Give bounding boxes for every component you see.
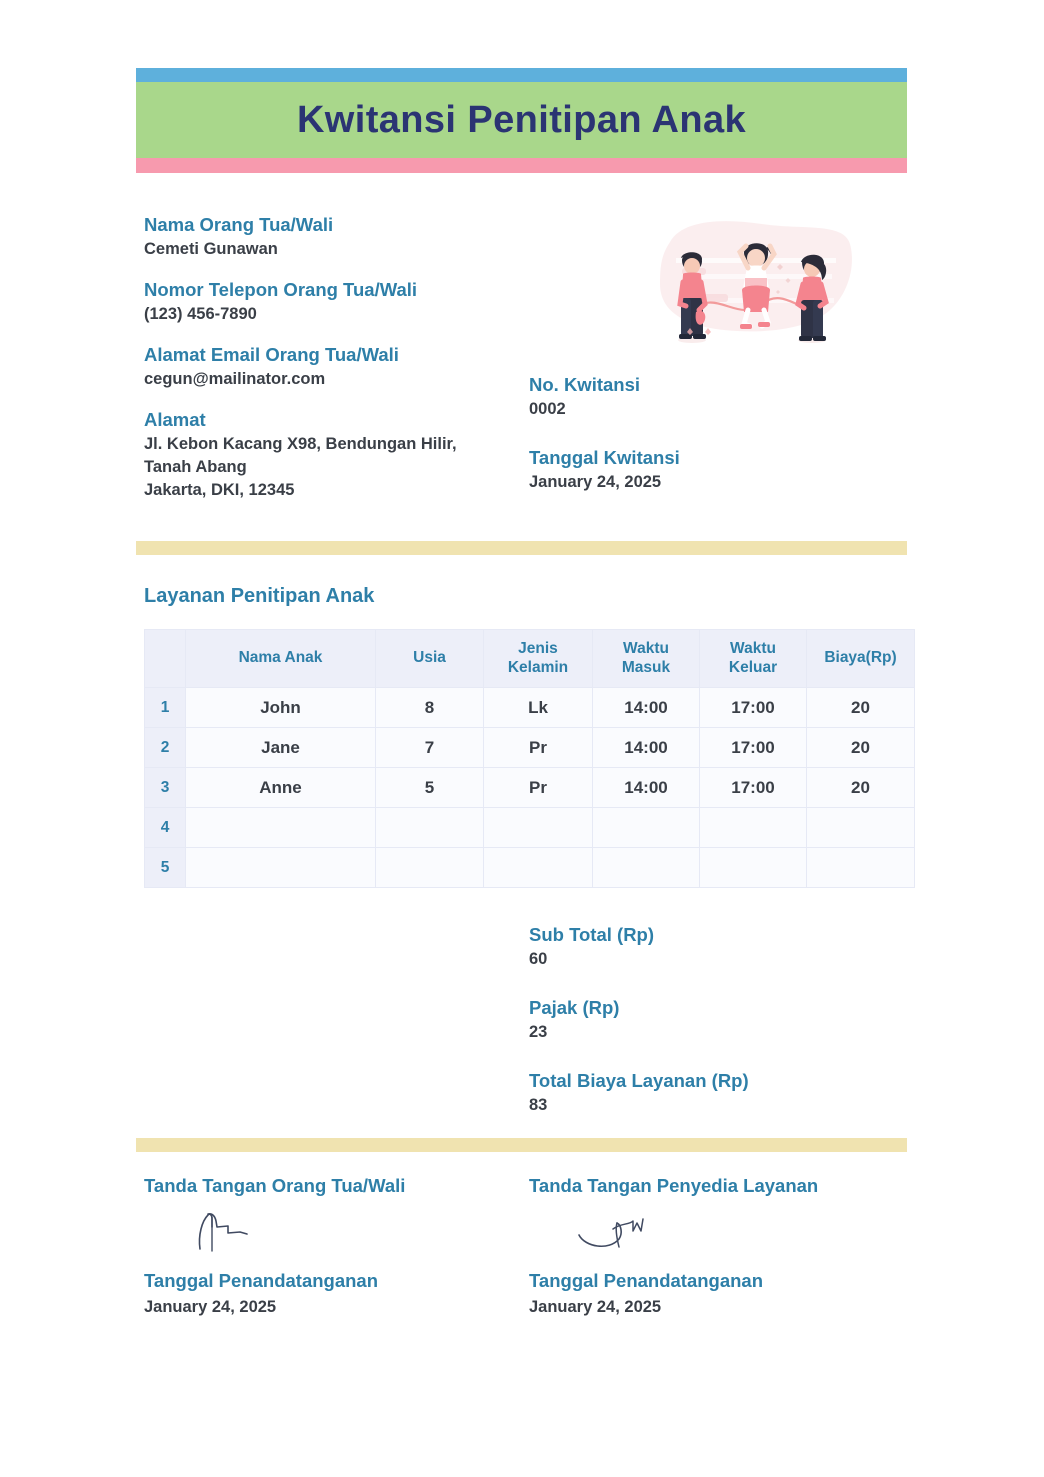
cell-fee bbox=[807, 848, 915, 888]
table-row bbox=[145, 848, 915, 888]
parent-email-field bbox=[144, 343, 534, 391]
subtotal-value: 60 bbox=[529, 949, 548, 968]
cell-time-in: 14:00 bbox=[593, 728, 700, 768]
parent-details-group bbox=[144, 213, 534, 502]
cell-child-name: John bbox=[186, 688, 376, 728]
children-jumping-rope-icon bbox=[652, 212, 857, 352]
cell-fee bbox=[807, 808, 915, 848]
col-header-fee: Biaya(Rp) bbox=[807, 630, 915, 688]
cell-age bbox=[376, 808, 484, 848]
cell-child-name bbox=[186, 848, 376, 888]
cell-gender bbox=[484, 848, 593, 888]
banner-top-strip bbox=[136, 68, 907, 82]
subtotal-label: Sub Total (Rp) bbox=[529, 924, 655, 945]
cell-gender: Lk bbox=[484, 688, 593, 728]
cell-time-in: 14:00 bbox=[593, 768, 700, 808]
services-table-body bbox=[145, 688, 915, 888]
cell-time-in bbox=[593, 848, 700, 888]
divider-bar-bottom bbox=[136, 1138, 907, 1152]
row-index: 4 bbox=[145, 808, 186, 848]
parent-address-label: Alamat bbox=[144, 409, 206, 431]
receipt-date-label: Tanggal Kwitansi bbox=[529, 447, 680, 469]
row-index: 5 bbox=[145, 848, 186, 888]
services-table bbox=[144, 629, 915, 888]
cell-fee: 20 bbox=[807, 768, 915, 808]
cell-gender bbox=[484, 808, 593, 848]
col-header-time-out-line1: Waktu bbox=[730, 639, 776, 657]
cell-time-in bbox=[593, 808, 700, 848]
grand-total-value: 83 bbox=[529, 1096, 548, 1115]
col-header-child-name: Nama Anak bbox=[186, 630, 376, 688]
banner-title-band bbox=[136, 82, 907, 158]
grand-total-label: Total Biaya Layanan (Rp) bbox=[529, 1070, 749, 1092]
tax-field bbox=[529, 996, 869, 1044]
parent-signature-mark bbox=[144, 1199, 514, 1261]
cell-gender: Pr bbox=[484, 728, 593, 768]
cell-gender: Pr bbox=[484, 768, 593, 808]
col-header-gender bbox=[484, 630, 593, 688]
banner-bottom-strip bbox=[136, 158, 907, 173]
parent-signature-date-label: Tanggal Penandatanganan bbox=[144, 1269, 379, 1291]
table-header-row bbox=[145, 630, 915, 688]
header-banner bbox=[136, 68, 907, 173]
page-title: Kwitansi Penitipan Anak bbox=[296, 98, 747, 141]
provider-signature-block bbox=[529, 1174, 899, 1319]
col-header-time-in-line1: Waktu bbox=[623, 639, 669, 657]
provider-signature-date-label: Tanggal Penandatanganan bbox=[529, 1269, 764, 1291]
parent-address-line-3: Jakarta, DKI, 12345 bbox=[144, 481, 295, 500]
col-header-time-in-line2: Masuk bbox=[621, 658, 671, 676]
parent-phone-value: (123) 456-7890 bbox=[144, 305, 257, 324]
cell-child-name: Jane bbox=[186, 728, 376, 768]
receipt-meta-group bbox=[529, 373, 859, 519]
cell-age: 5 bbox=[376, 768, 484, 808]
col-header-time-out-line2: Keluar bbox=[728, 658, 778, 676]
cell-time-out: 17:00 bbox=[700, 688, 807, 728]
provider-signature-mark bbox=[529, 1199, 899, 1261]
receipt-number-label: No. Kwitansi bbox=[529, 374, 641, 395]
receipt-date-field bbox=[529, 446, 859, 494]
provider-signature-date-field bbox=[529, 1269, 899, 1319]
col-header-gender-line2: Kelamin bbox=[507, 658, 569, 676]
parent-signature-block bbox=[144, 1174, 514, 1319]
cell-time-out: 17:00 bbox=[700, 728, 807, 768]
parent-address-line-1: Jl. Kebon Kacang X98, Bendungan Hilir, bbox=[144, 435, 457, 454]
parent-phone-label: Nomor Telepon Orang Tua/Wali bbox=[144, 279, 418, 301]
cell-time-out: 17:00 bbox=[700, 768, 807, 808]
cell-age bbox=[376, 848, 484, 888]
cell-child-name: Anne bbox=[186, 768, 376, 808]
cell-time-out bbox=[700, 848, 807, 888]
cell-child-name bbox=[186, 808, 376, 848]
receipt-date-value: January 24, 2025 bbox=[529, 473, 662, 492]
col-header-index bbox=[145, 630, 186, 688]
cell-time-in: 14:00 bbox=[593, 688, 700, 728]
col-header-gender-line1: Jenis bbox=[518, 639, 558, 657]
cell-age: 8 bbox=[376, 688, 484, 728]
parent-signature-label: Tanda Tangan Orang Tua/Wali bbox=[144, 1175, 406, 1196]
parent-address-field bbox=[144, 408, 534, 502]
table-row bbox=[145, 768, 915, 808]
provider-signature-date-value: January 24, 2025 bbox=[529, 1297, 662, 1316]
parent-signature-date-value: January 24, 2025 bbox=[144, 1297, 277, 1316]
table-row bbox=[145, 808, 915, 848]
divider-bar-top bbox=[136, 541, 907, 555]
receipt-number-field bbox=[529, 373, 859, 421]
parent-phone-field bbox=[144, 278, 534, 326]
col-header-age: Usia bbox=[376, 630, 484, 688]
receipt-number-value: 0002 bbox=[529, 399, 566, 418]
cell-fee: 20 bbox=[807, 688, 915, 728]
row-index: 1 bbox=[145, 688, 186, 728]
parent-name-value: Cemeti Gunawan bbox=[144, 239, 278, 258]
cell-age: 7 bbox=[376, 728, 484, 768]
parent-name-field bbox=[144, 213, 534, 261]
col-header-time-out bbox=[700, 630, 807, 688]
parent-email-label: Alamat Email Orang Tua/Wali bbox=[144, 344, 399, 366]
row-index: 3 bbox=[145, 768, 186, 808]
cell-fee: 20 bbox=[807, 728, 915, 768]
row-index: 2 bbox=[145, 728, 186, 768]
col-header-time-in bbox=[593, 630, 700, 688]
parent-address-line-2: Tanah Abang bbox=[144, 458, 247, 477]
parent-name-label: Nama Orang Tua/Wali bbox=[144, 214, 334, 235]
services-section-heading: Layanan Penitipan Anak bbox=[144, 585, 375, 607]
cell-time-out bbox=[700, 808, 807, 848]
totals-group bbox=[529, 923, 869, 1117]
tax-value: 23 bbox=[529, 1023, 548, 1042]
provider-signature-label: Tanda Tangan Penyedia Layanan bbox=[529, 1175, 819, 1196]
table-row bbox=[145, 728, 915, 768]
table-row bbox=[145, 688, 915, 728]
tax-label: Pajak (Rp) bbox=[529, 997, 620, 1019]
parent-email-value: cegun@mailinator.com bbox=[144, 370, 326, 389]
parent-signature-date-field bbox=[144, 1269, 514, 1319]
grand-total-field bbox=[529, 1069, 869, 1117]
subtotal-field bbox=[529, 923, 869, 971]
